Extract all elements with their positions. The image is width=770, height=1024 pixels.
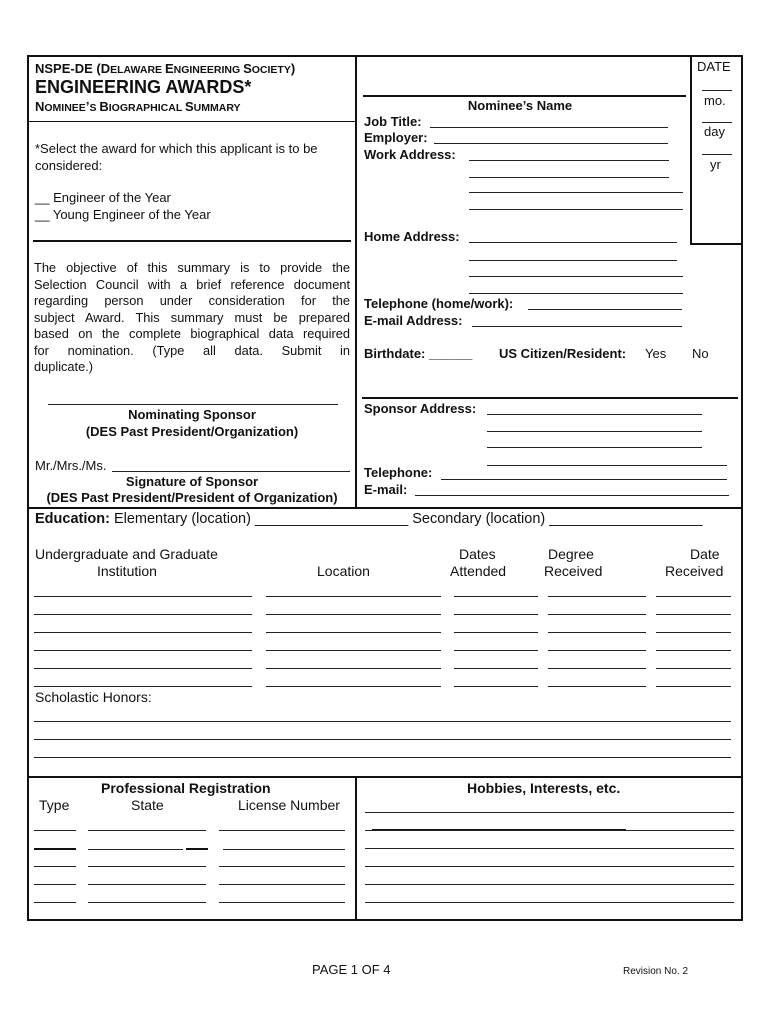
- edu-row2-date[interactable]: [656, 614, 731, 615]
- edu-row1-date[interactable]: [656, 596, 731, 597]
- col-date-2: Received: [665, 563, 724, 579]
- reg-row4-state[interactable]: [88, 884, 206, 885]
- reg-row2-state[interactable]: [88, 849, 183, 850]
- form-subtitle: NOMINEE’S BIOGRAPHICAL SUMMARY: [35, 99, 241, 114]
- scholastic-line-2[interactable]: [34, 739, 731, 740]
- date-day-line[interactable]: [702, 122, 732, 123]
- sponsor-address-line-4[interactable]: [487, 465, 727, 466]
- reg-row2-state-mark[interactable]: [186, 848, 208, 850]
- edu-row2-loc[interactable]: [266, 614, 441, 615]
- date-box-bottom: [690, 243, 743, 245]
- reg-row1-license[interactable]: [219, 830, 345, 831]
- revision-number: Revision No. 2: [623, 966, 689, 977]
- home-address-label: Home Address:: [364, 229, 460, 244]
- hobbies-line-2[interactable]: [365, 830, 734, 831]
- work-address-line-3[interactable]: [469, 192, 683, 193]
- form-border-top: [27, 55, 743, 57]
- edu-row4-degree[interactable]: [548, 650, 646, 651]
- reg-row2-type[interactable]: [34, 848, 76, 850]
- col-date-1: Date: [690, 546, 720, 562]
- hobbies-title: Hobbies, Interests, etc.: [467, 780, 621, 796]
- edu-row2-degree[interactable]: [548, 614, 646, 615]
- date-box-left: [690, 55, 692, 245]
- registration-title: Professional Registration: [101, 780, 271, 796]
- edu-row6-date[interactable]: [656, 686, 731, 687]
- hobbies-line-6[interactable]: [365, 902, 734, 903]
- bottom-column-divider: [355, 776, 357, 921]
- date-yr-line[interactable]: [702, 154, 732, 155]
- edu-row4-inst[interactable]: [34, 650, 252, 651]
- col-degree-2: Received: [544, 563, 603, 579]
- date-label: DATE: [697, 59, 731, 74]
- edu-row3-loc[interactable]: [266, 632, 441, 633]
- scholastic-line-3[interactable]: [34, 757, 731, 758]
- date-day-label: day: [704, 124, 725, 139]
- telephone-line[interactable]: [528, 309, 682, 310]
- work-address-line-1[interactable]: [469, 160, 669, 161]
- edu-row1-inst[interactable]: [34, 596, 252, 597]
- edu-row5-degree[interactable]: [548, 668, 646, 669]
- edu-row3-date[interactable]: [656, 632, 731, 633]
- education-rule: [27, 507, 743, 509]
- col-dates-1: Dates: [459, 546, 496, 562]
- nominating-sponsor-label: Nominating Sponsor: [128, 407, 256, 422]
- home-address-line-2[interactable]: [469, 260, 677, 261]
- reg-row5-license[interactable]: [219, 902, 345, 903]
- education-row: Education: Elementary (location) ___________________ Secondary (location) ___________________: [35, 511, 703, 527]
- work-address-line-4[interactable]: [469, 209, 683, 210]
- edu-row4-date[interactable]: [656, 650, 731, 651]
- home-address-line-4[interactable]: [469, 293, 683, 294]
- nominee-name-label: Nominee’s Name: [467, 98, 573, 113]
- award-instruction: *Select the award for which this applicant is to be considered:: [35, 141, 318, 173]
- date-mo-line[interactable]: [702, 90, 732, 91]
- sponsor-address-line-3[interactable]: [487, 447, 702, 448]
- sponsor-address-label: Sponsor Address:: [364, 401, 477, 416]
- date-yr-label: yr: [710, 157, 721, 172]
- work-address-label: Work Address:: [364, 147, 456, 162]
- edu-row3-dates[interactable]: [454, 632, 538, 633]
- home-address-line-1[interactable]: [469, 242, 677, 243]
- edu-row6-degree[interactable]: [548, 686, 646, 687]
- form-title: ENGINEERING AWARDS*: [35, 77, 252, 97]
- work-address-line-2[interactable]: [469, 177, 669, 178]
- registration-col-license: License Number: [238, 797, 340, 813]
- telephone-label: Telephone (home/work):: [364, 296, 514, 311]
- hobbies-line-1[interactable]: [365, 812, 734, 813]
- nominating-sponsor-sub: (DES Past President/Organization): [85, 424, 299, 439]
- citizen-no-option[interactable]: No: [692, 346, 709, 361]
- edu-row4-loc[interactable]: [266, 650, 441, 651]
- reg-row3-type[interactable]: [34, 866, 76, 867]
- date-mo-label: mo.: [704, 93, 726, 108]
- award-rule: [33, 240, 351, 242]
- sponsor-name-field[interactable]: Mr./Mrs./Ms.: [35, 458, 107, 473]
- edu-row5-loc[interactable]: [266, 668, 441, 669]
- edu-row3-degree[interactable]: [548, 632, 646, 633]
- col-location: Location: [317, 563, 370, 579]
- sponsor-telephone-line[interactable]: [441, 479, 727, 480]
- reg-row4-license[interactable]: [219, 884, 345, 885]
- reg-row4-type[interactable]: [34, 884, 76, 885]
- objective-paragraph: The objective of this summary is to provide the Selection Council with a brief reference document regarding person under consideration for the subject Award. This summary must be prepared based on the complete biographical data required for nomination. (Type all data. Submit in duplicate.): [34, 260, 350, 374]
- citizen-label: US Citizen/Resident:: [499, 346, 627, 361]
- sponsor-name-line[interactable]: [112, 471, 350, 472]
- edu-row3-inst[interactable]: [34, 632, 252, 633]
- edu-row2-dates[interactable]: [454, 614, 538, 615]
- hobbies-line-3[interactable]: [365, 848, 734, 849]
- hobbies-line-5[interactable]: [365, 884, 734, 885]
- edu-row4-dates[interactable]: [454, 650, 538, 651]
- col-institution-2: Institution: [97, 563, 157, 579]
- sponsor-address-line-2[interactable]: [487, 431, 702, 432]
- nominating-sponsor-line[interactable]: [48, 404, 338, 405]
- edu-row5-date[interactable]: [656, 668, 731, 669]
- top-column-divider: [355, 55, 357, 507]
- reg-row5-state[interactable]: [88, 902, 206, 903]
- nominee-name-line[interactable]: [363, 95, 686, 97]
- signature-sub: (DES Past President/President of Organization): [46, 490, 338, 505]
- col-dates-2: Attended: [450, 563, 507, 579]
- edu-row5-inst[interactable]: [34, 668, 252, 669]
- birthdate-field[interactable]: Birthdate: ______: [364, 346, 473, 361]
- job-title-line[interactable]: [430, 127, 668, 128]
- sponsor-email-label: E-mail:: [364, 482, 408, 497]
- col-institution-1: Undergraduate and Graduate: [35, 546, 218, 562]
- edu-row6-inst[interactable]: [34, 686, 252, 687]
- col-degree-1: Degree: [548, 546, 594, 562]
- edu-row6-loc[interactable]: [266, 686, 441, 687]
- reg-row3-state[interactable]: [88, 866, 206, 867]
- reg-row1-type[interactable]: [34, 830, 76, 831]
- sponsor-address-line-1[interactable]: [487, 414, 702, 415]
- scholastic-line-1[interactable]: [34, 721, 731, 722]
- hobbies-line-4[interactable]: [365, 866, 734, 867]
- email-line[interactable]: [472, 326, 682, 327]
- edu-row1-loc[interactable]: [266, 596, 441, 597]
- edu-row2-inst[interactable]: [34, 614, 252, 615]
- registration-col-state: State: [131, 797, 164, 813]
- registration-rule: [27, 776, 743, 778]
- job-title-label: Job Title:: [364, 114, 422, 129]
- header-rule: [29, 121, 355, 122]
- home-address-line-3[interactable]: [469, 276, 683, 277]
- sponsor-telephone-label: Telephone:: [364, 465, 433, 480]
- reg-row1-state[interactable]: [88, 830, 206, 831]
- citizen-yes-option[interactable]: Yes: [645, 346, 667, 361]
- reg-row2-license[interactable]: [223, 849, 345, 850]
- award-option-engineer[interactable]: __ Engineer of the Year: [35, 190, 171, 205]
- edu-row1-degree[interactable]: [548, 596, 646, 597]
- edu-row6-dates[interactable]: [454, 686, 538, 687]
- reg-row5-type[interactable]: [34, 902, 76, 903]
- scholastic-honors-label: Scholastic Honors:: [35, 689, 152, 705]
- org-name: NSPE-DE (DELAWARE ENGINEERING SOCIETY): [35, 61, 296, 76]
- edu-row1-dates[interactable]: [454, 596, 538, 597]
- registration-col-type: Type: [39, 797, 70, 813]
- sponsor-address-rule: [362, 397, 738, 399]
- page-number: PAGE 1 OF 4: [312, 962, 391, 977]
- reg-row3-license[interactable]: [219, 866, 345, 867]
- form-border-right: [741, 55, 743, 921]
- form-border-bottom: [27, 919, 743, 921]
- email-label: E-mail Address:: [364, 313, 463, 328]
- signature-label: Signature of Sponsor: [125, 474, 259, 489]
- employer-label: Employer:: [364, 130, 428, 145]
- award-option-young-engineer[interactable]: __ Young Engineer of the Year: [35, 207, 211, 222]
- sponsor-email-line[interactable]: [415, 495, 729, 496]
- form-border-left: [27, 55, 29, 921]
- employer-line[interactable]: [434, 143, 668, 144]
- edu-row5-dates[interactable]: [454, 668, 538, 669]
